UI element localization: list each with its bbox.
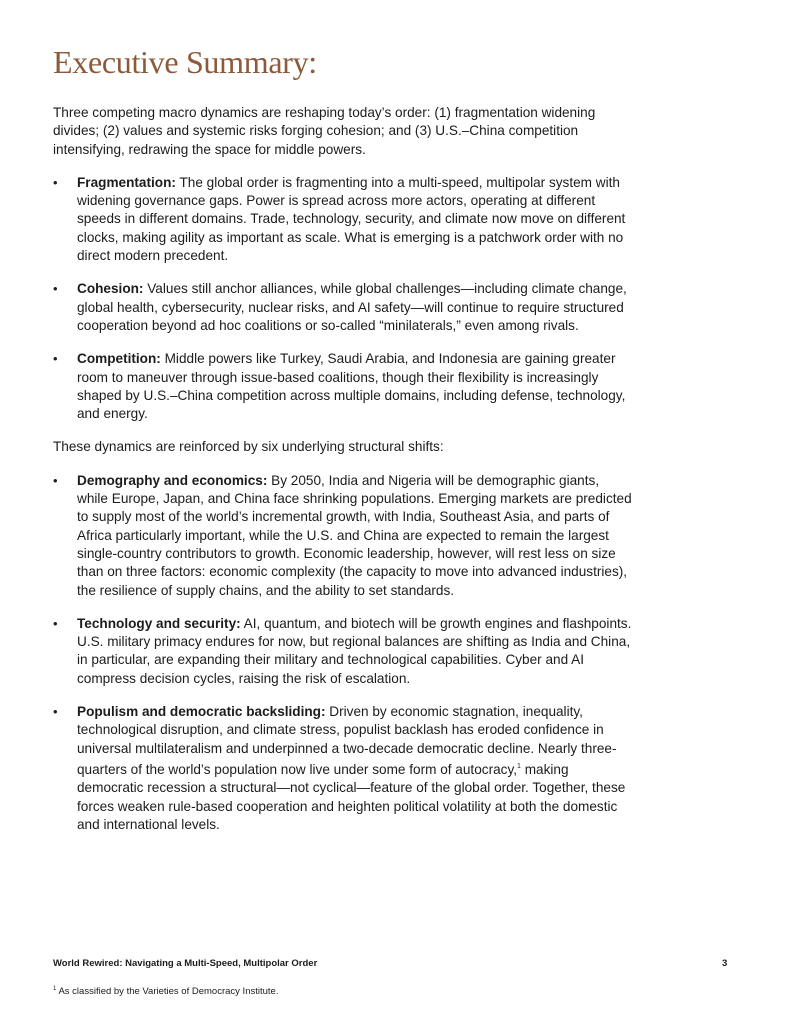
page-number: 3 [722,958,728,969]
bullet-icon: • [53,704,58,720]
list-item [53,280,633,335]
footer-title: World Rewired: Navigating a Multi-Speed, Multipolar Order [53,958,318,969]
bullet-icon: • [53,472,58,488]
item-text: making democratic recession a structural—not cyclical—feature of the global order. Together, these forces weaken rule-based cooperation and heighten political volatility at both the domestic and international levels. [77,761,626,832]
list-item [53,174,633,265]
item-text: By 2050, India and Nigeria will be demographic giants, while Europe, Japan, and China face shrinking populations. Emerging markets are predicted to supply most of the world’s incremental growth, with India, Southeast Asia, and parts of Africa particularly important, while the U.S. and China are expected to remain the largest single-country contributors to growth. Economic leadership, however, will rest less on size than on three factors: economic complexity (the capacity to move into advanced industries), the resilience of supply chains, and the ability to set standards. [77,472,632,598]
item-text: Driven by economic stagnation, inequality, technological disruption, and climate stress, populist backlash has eroded confidence in universal multilateralism and underpinned a two-decade democratic decline. Nearly three-quarters of the world’s population now live under some form of autocracy, [77,704,617,777]
item-lead: Demography and economics: [77,472,268,488]
footnote-number: 1 [53,986,57,992]
item-lead: Fragmentation: [77,174,176,190]
item-text: Values still anchor alliances, while global challenges—including climate change, global health, cybersecurity, nuclear risks, and AI safety—will continue to require structured cooperation beyond ad hoc coalitions or so-called “minilaterals,” even among rivals. [77,281,627,333]
bullet-icon: • [53,281,58,297]
item-lead: Populism and democratic backsliding: [77,704,326,720]
list-item [53,615,633,688]
main-content [53,104,633,849]
list-item [53,703,633,834]
item-lead: Technology and security: [77,615,241,631]
item-text: The global order is fragmenting into a multi-speed, multipolar system with widening governance gaps. Power is spread across more actors, operating at different speeds in different domains. Trade, technology, security, and climate now move on different clocks, making agility as important as scale. What is emerging is a patchwork order with no direct modern precedent. [77,174,626,264]
item-text: Middle powers like Turkey, Saudi Arabia, and Indonesia are gaining greater room to maneuver through issue-based coalitions, though their flexibility is increasingly shaped by U.S.–China competition across multiple domains, including defense, technology, and energy. [77,351,626,422]
footnote-text: As classified by the Varieties of Democracy Institute. [56,986,279,997]
page-title: Executive Summary: [53,44,317,80]
dynamics-list [53,174,633,424]
shifts-list [53,472,633,834]
footnote-marker[interactable]: 1 [517,762,521,770]
bullet-icon: • [53,615,58,631]
item-lead: Cohesion: [77,281,144,297]
footnote [53,986,278,997]
list-item [53,472,633,600]
item-text: AI, quantum, and biotech will be growth engines and flashpoints. U.S. military primacy endures for now, but regional balances are shifting as India and China, in particular, are expanding their military and technological capabilities. Cyber and AI compress decision cycles, raising the risk of escalation. [77,615,632,686]
item-lead: Competition: [77,351,161,367]
bullet-icon: • [53,351,58,367]
shifts-intro: These dynamics are reinforced by six underlying structural shifts: [53,439,444,455]
intro-paragraph: Three competing macro dynamics are reshaping today’s order: (1) fragmentation widening divides; (2) values and systemic risks forging cohesion; and (3) U.S.–China competition intensifying, redrawing the space for middle powers. [53,105,596,157]
bullet-icon: • [53,174,58,190]
list-item [53,350,633,423]
